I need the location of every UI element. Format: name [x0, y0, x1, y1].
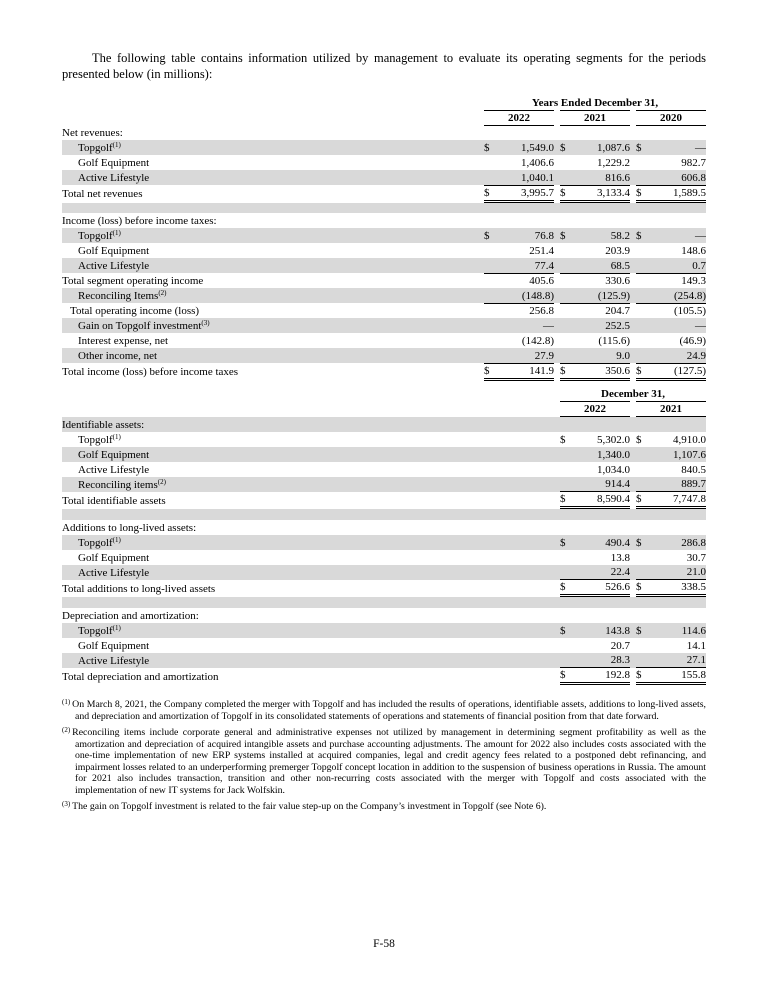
- currency-cell: [560, 258, 573, 273]
- currency-cell: [636, 348, 649, 363]
- table-row: [62, 462, 706, 477]
- currency-cell: $: [636, 140, 649, 155]
- currency-cell: $: [636, 668, 649, 684]
- row-label: Total additions to long-lived assets: [62, 582, 216, 595]
- currency-cell: [560, 155, 573, 170]
- years-ended-december-31-table: [62, 95, 706, 381]
- year-header: 2021: [560, 110, 630, 125]
- currency-cell: $: [560, 580, 573, 596]
- value-cell: 256.8: [497, 303, 554, 318]
- footnote-reference: (2): [157, 477, 166, 486]
- value-cell: 889.7: [649, 477, 706, 492]
- value-cell: 982.7: [681, 157, 707, 169]
- row-label: Total income (loss) before income taxes: [62, 366, 239, 378]
- footnote-reference: (1): [112, 623, 121, 632]
- year-header: 2021: [636, 402, 706, 417]
- currency-cell: [636, 258, 649, 273]
- row-label: Reconciling items$^{(2)}$: [62, 477, 560, 492]
- value-cell: —: [497, 318, 554, 333]
- currency-cell: [560, 653, 573, 668]
- footnote-reference: (1): [112, 535, 121, 544]
- currency-cell: [560, 303, 573, 318]
- currency-cell: [560, 213, 573, 228]
- value-cell: 13.8: [610, 551, 630, 564]
- caption-spacer: [62, 95, 484, 110]
- row-label: Active Lifestyle: [62, 653, 560, 668]
- spacer-row: [62, 201, 706, 213]
- row-label: Active Lifestyle: [62, 170, 484, 185]
- currency-cell: [484, 333, 497, 348]
- table-row: [62, 333, 706, 348]
- currency-cell: $: [560, 363, 573, 379]
- currency-cell: [636, 550, 649, 565]
- value-cell: (46.9): [679, 335, 707, 347]
- table-row: [62, 535, 706, 550]
- row-label: Total net revenues: [62, 188, 143, 200]
- value-cell: 5,302.0: [597, 433, 630, 446]
- currency-cell: $: [560, 228, 573, 243]
- currency-cell: [636, 170, 649, 185]
- currency-cell: [560, 550, 573, 565]
- row-label: Reconciling Items$^{(2)}$: [62, 288, 484, 303]
- year-header: 2022: [484, 110, 554, 125]
- footnote-reference: (1): [112, 229, 121, 237]
- row-label: Golf Equipment: [78, 245, 150, 257]
- value-cell: —: [649, 228, 706, 243]
- value-cell: 1,040.1: [497, 170, 554, 185]
- value-cell: 14.1: [686, 639, 707, 652]
- value-cell: (115.6): [598, 335, 630, 347]
- table-row: [62, 228, 706, 243]
- value-cell: 77.4: [497, 258, 554, 273]
- value-cell: —: [649, 318, 706, 333]
- table-row: [62, 477, 706, 492]
- value-cell: 286.8: [649, 535, 706, 550]
- value-cell: 0.7: [649, 258, 706, 273]
- value-cell: (105.5): [649, 303, 706, 318]
- table-row: [62, 580, 706, 596]
- currency-cell: [560, 273, 573, 288]
- value-cell: 4,910.0: [673, 433, 707, 446]
- table-row: [62, 432, 706, 447]
- currency-cell: [484, 273, 497, 288]
- currency-cell: [636, 653, 649, 668]
- row-label: Topgolf$^{(1)}$: [62, 228, 484, 243]
- currency-cell: [560, 170, 573, 185]
- value-cell: 24.9: [649, 348, 706, 363]
- row-label: Topgolf$^{(1)}$: [62, 535, 560, 550]
- currency-cell: $: [636, 492, 649, 508]
- value-cell: 8,590.4: [573, 492, 630, 508]
- table-row: [62, 243, 706, 258]
- value-cell: 330.6: [573, 273, 630, 288]
- row-label: Active Lifestyle: [78, 463, 150, 476]
- page-number: F-58: [373, 938, 395, 950]
- currency-cell: [636, 638, 649, 653]
- currency-cell: [636, 303, 649, 318]
- table-row: [62, 550, 706, 565]
- value-cell: (142.8): [521, 335, 554, 347]
- currency-cell: $: [560, 535, 573, 550]
- table-row: [62, 668, 706, 684]
- years-ended-table-host: [62, 95, 706, 381]
- currency-cell: [636, 243, 649, 258]
- value-cell: [573, 608, 630, 623]
- currency-cell: [484, 243, 497, 258]
- currency-cell: [636, 477, 649, 492]
- currency-cell: [560, 638, 573, 653]
- value-cell: 3,995.7: [497, 185, 554, 201]
- year-header: 2022: [560, 402, 630, 417]
- value-cell: [497, 125, 554, 140]
- value-cell: 114.6: [649, 623, 706, 638]
- value-cell: 606.8: [649, 170, 706, 185]
- table-row: [62, 303, 706, 318]
- currency-cell: $: [636, 580, 649, 596]
- currency-cell: [560, 565, 573, 580]
- row-label: Golf Equipment: [78, 551, 150, 564]
- spacer-cell: [62, 508, 706, 520]
- year-row-spacer: [62, 402, 560, 417]
- currency-cell: [484, 155, 497, 170]
- footnote-2-marker: (2): [62, 726, 71, 734]
- value-cell: [649, 520, 706, 535]
- footnote-1: [62, 699, 706, 722]
- value-cell: 141.9: [497, 363, 554, 379]
- table-row: [62, 125, 706, 140]
- row-label: Identifiable assets:: [62, 417, 560, 432]
- value-cell: 20.7: [610, 639, 630, 652]
- row-label: Gain on Topgolf investment$^{(3)}$: [62, 318, 484, 333]
- row-label: Total segment operating income: [62, 275, 204, 287]
- value-cell: 251.4: [529, 245, 554, 257]
- currency-cell: [560, 520, 573, 535]
- value-cell: 203.9: [605, 245, 630, 257]
- currency-cell: [560, 243, 573, 258]
- table-row: [62, 348, 706, 363]
- currency-cell: $: [560, 433, 566, 446]
- table-row: [62, 258, 706, 273]
- currency-cell: [560, 447, 573, 462]
- value-cell: (127.5): [649, 363, 706, 379]
- currency-cell: [636, 565, 649, 580]
- table-row: [62, 155, 706, 170]
- table-row: [62, 140, 706, 155]
- value-cell: 22.4: [573, 565, 630, 580]
- spacer-cell: [62, 596, 706, 608]
- table-row: [62, 318, 706, 333]
- value-cell: 204.7: [573, 303, 630, 318]
- currency-cell: [560, 288, 573, 303]
- currency-cell: [560, 462, 573, 477]
- intro-paragraph: The following table contains information utilized by management to evaluate its operating segments for the periods presented below (in millions):: [62, 51, 706, 81]
- currency-cell: [636, 155, 649, 170]
- value-cell: 252.5: [573, 318, 630, 333]
- value-cell: 816.6: [573, 170, 630, 185]
- row-label: Depreciation and amortization:: [62, 609, 199, 622]
- row-label: Topgolf$^{(1)}$: [78, 432, 121, 446]
- row-label: Income (loss) before income taxes:: [62, 215, 217, 227]
- currency-cell: $: [636, 433, 642, 446]
- value-cell: 155.8: [649, 668, 706, 684]
- currency-cell: [484, 288, 497, 303]
- currency-cell: $: [636, 623, 649, 638]
- value-cell: 149.3: [649, 273, 706, 288]
- spacer-cell: [62, 201, 706, 213]
- currency-cell: $: [560, 668, 573, 684]
- value-cell: 9.0: [573, 348, 630, 363]
- footnote-1-marker: (1): [62, 698, 71, 706]
- row-label: Topgolf$^{(1)}$: [62, 140, 484, 155]
- value-cell: 526.6: [573, 580, 630, 596]
- table-row: [62, 417, 706, 432]
- row-label: Active Lifestyle: [62, 258, 484, 273]
- row-label: Golf Equipment: [78, 639, 150, 652]
- value-cell: 1,034.0: [597, 463, 630, 476]
- table-row: [62, 653, 706, 668]
- value-cell: (254.8): [649, 288, 706, 303]
- value-cell: 28.3: [573, 653, 630, 668]
- currency-cell: $: [636, 363, 649, 379]
- table-row: [62, 288, 706, 303]
- value-cell: [649, 213, 706, 228]
- currency-cell: [484, 125, 497, 140]
- currency-cell: [636, 125, 649, 140]
- currency-cell: [560, 477, 573, 492]
- value-cell: 21.0: [649, 565, 706, 580]
- currency-cell: [484, 318, 497, 333]
- value-cell: 7,747.8: [649, 492, 706, 508]
- value-cell: 1,087.6: [573, 140, 630, 155]
- value-cell: [649, 608, 706, 623]
- row-label: Golf Equipment: [78, 157, 150, 169]
- spacer-row: [62, 508, 706, 520]
- value-cell: 840.5: [681, 463, 707, 476]
- december-31-table: [62, 387, 706, 686]
- value-cell: 490.4: [573, 535, 630, 550]
- currency-cell: $: [484, 185, 497, 201]
- currency-cell: [484, 170, 497, 185]
- value-cell: [573, 520, 630, 535]
- value-cell: 148.6: [681, 245, 707, 257]
- row-label: Active Lifestyle: [62, 565, 560, 580]
- value-cell: 1,589.5: [649, 185, 706, 201]
- currency-cell: [484, 258, 497, 273]
- currency-cell: [560, 318, 573, 333]
- row-label: Total identifiable assets: [62, 494, 166, 507]
- value-cell: [573, 213, 630, 228]
- row-label: Total depreciation and amortization: [62, 670, 219, 683]
- footnote-3-marker: (3): [62, 800, 71, 808]
- table-row: [62, 565, 706, 580]
- currency-cell: [560, 348, 573, 363]
- table-row: [62, 492, 706, 508]
- currency-cell: $: [636, 535, 649, 550]
- footnote-1-text: On March 8, 2021, the Company completed the merger with Topgolf and has included the results of operations, identifiable assets, additions to long-lived assets, and depreciation and amortization of Topgolf in its consolidated statements of operations and statements of financial position from that date forward.: [72, 699, 706, 722]
- value-cell: 143.8: [573, 623, 630, 638]
- value-cell: 27.9: [497, 348, 554, 363]
- currency-cell: $: [560, 140, 573, 155]
- value-cell: (148.8): [497, 288, 554, 303]
- value-cell: 76.8: [497, 228, 554, 243]
- value-cell: 1,406.6: [521, 157, 554, 169]
- value-cell: [573, 125, 630, 140]
- table-row: [62, 520, 706, 535]
- spacer-row: [62, 596, 706, 608]
- value-cell: 192.8: [573, 668, 630, 684]
- currency-cell: [560, 417, 573, 432]
- currency-cell: [636, 213, 649, 228]
- footnotes-section: [62, 699, 706, 813]
- currency-cell: [636, 520, 649, 535]
- value-cell: 338.5: [649, 580, 706, 596]
- table-row: [62, 363, 706, 379]
- row-label: Net revenues:: [62, 127, 123, 139]
- year-header: 2020: [636, 110, 706, 125]
- currency-cell: [636, 333, 649, 348]
- value-cell: [649, 417, 706, 432]
- value-cell: 58.2: [573, 228, 630, 243]
- currency-cell: [484, 303, 497, 318]
- december-31-table-host: [62, 387, 706, 686]
- footnote-reference: (1): [112, 141, 121, 149]
- currency-cell: [636, 462, 649, 477]
- table-row: [62, 185, 706, 201]
- currency-cell: $: [484, 140, 497, 155]
- value-cell: 405.6: [497, 273, 554, 288]
- value-cell: 1,229.2: [597, 157, 630, 169]
- value-cell: —: [649, 140, 706, 155]
- year-row-spacer: [62, 110, 484, 125]
- currency-cell: [636, 417, 649, 432]
- currency-cell: $: [560, 623, 573, 638]
- table-row: [62, 170, 706, 185]
- currency-cell: $: [484, 228, 497, 243]
- value-cell: 914.4: [573, 477, 630, 492]
- currency-cell: [636, 273, 649, 288]
- row-label: Additions to long-lived assets:: [62, 521, 197, 534]
- row-label: Interest expense, net: [78, 335, 169, 347]
- value-cell: 3,133.4: [573, 185, 630, 201]
- table-row: [62, 273, 706, 288]
- currency-cell: [636, 608, 649, 623]
- table-caption: December 31,: [601, 388, 665, 400]
- footnote-reference: (3): [201, 319, 210, 327]
- currency-cell: $: [560, 492, 573, 508]
- value-cell: 68.5: [573, 258, 630, 273]
- footnote-reference: (2): [158, 289, 167, 297]
- value-cell: 1,107.6: [649, 447, 706, 462]
- table-row: [62, 447, 706, 462]
- table-row: [62, 213, 706, 228]
- currency-cell: [560, 608, 573, 623]
- table-row: [62, 623, 706, 638]
- row-label: Golf Equipment: [62, 447, 560, 462]
- value-cell: 30.7: [686, 551, 707, 564]
- table-row: [62, 638, 706, 653]
- currency-cell: $: [636, 228, 649, 243]
- value-cell: [573, 417, 630, 432]
- currency-cell: [484, 213, 497, 228]
- footnote-2: [62, 727, 706, 796]
- value-cell: 1,549.0: [497, 140, 554, 155]
- currency-cell: [636, 318, 649, 333]
- row-label: Other income, net: [62, 348, 484, 363]
- table-row: [62, 608, 706, 623]
- value-cell: 1,340.0: [573, 447, 630, 462]
- value-cell: 27.1: [649, 653, 706, 668]
- value-cell: [497, 213, 554, 228]
- value-cell: 350.6: [573, 363, 630, 379]
- row-label: Topgolf$^{(1)}$: [62, 623, 560, 638]
- currency-cell: [560, 125, 573, 140]
- caption-spacer: [62, 387, 560, 402]
- row-label: Total operating income (loss): [70, 305, 200, 317]
- footnote-reference: (1): [112, 432, 121, 441]
- currency-cell: $: [560, 185, 573, 201]
- currency-cell: [636, 447, 649, 462]
- currency-cell: [636, 288, 649, 303]
- footnote-2-text: Reconciling items include corporate general and administrative expenses not utilized by management in determining segment profitability as well as the amortization and depreciation of acquired intangible assets and purchase accounting adjustments. The amount for 2022 also includes costs associated with the one-time implementation of new ERP systems installed at acquired companies, legal and credit agency fees related to a postponed debt refinancing, and impairment losses related to an underperforming premerger Topgolf concept location in addition to the suspension of business operations in Russia. The amount for 2021 also includes transaction, transition and other non-recurring costs associated with the merger with Topgolf and costs associated with the implementation of new IT systems for Jack Wolfskin.: [72, 727, 706, 796]
- currency-cell: $: [636, 185, 649, 201]
- footnote-3-text: The gain on Topgolf investment is related to the fair value step-up on the Company’s investment in Topgolf (see Note 6).: [72, 801, 547, 812]
- table-caption: Years Ended December 31,: [531, 96, 659, 109]
- value-cell: [649, 125, 706, 140]
- currency-cell: $: [484, 363, 497, 379]
- footnote-3: [62, 801, 706, 813]
- value-cell: (125.9): [573, 288, 630, 303]
- currency-cell: [484, 348, 497, 363]
- currency-cell: [560, 333, 573, 348]
